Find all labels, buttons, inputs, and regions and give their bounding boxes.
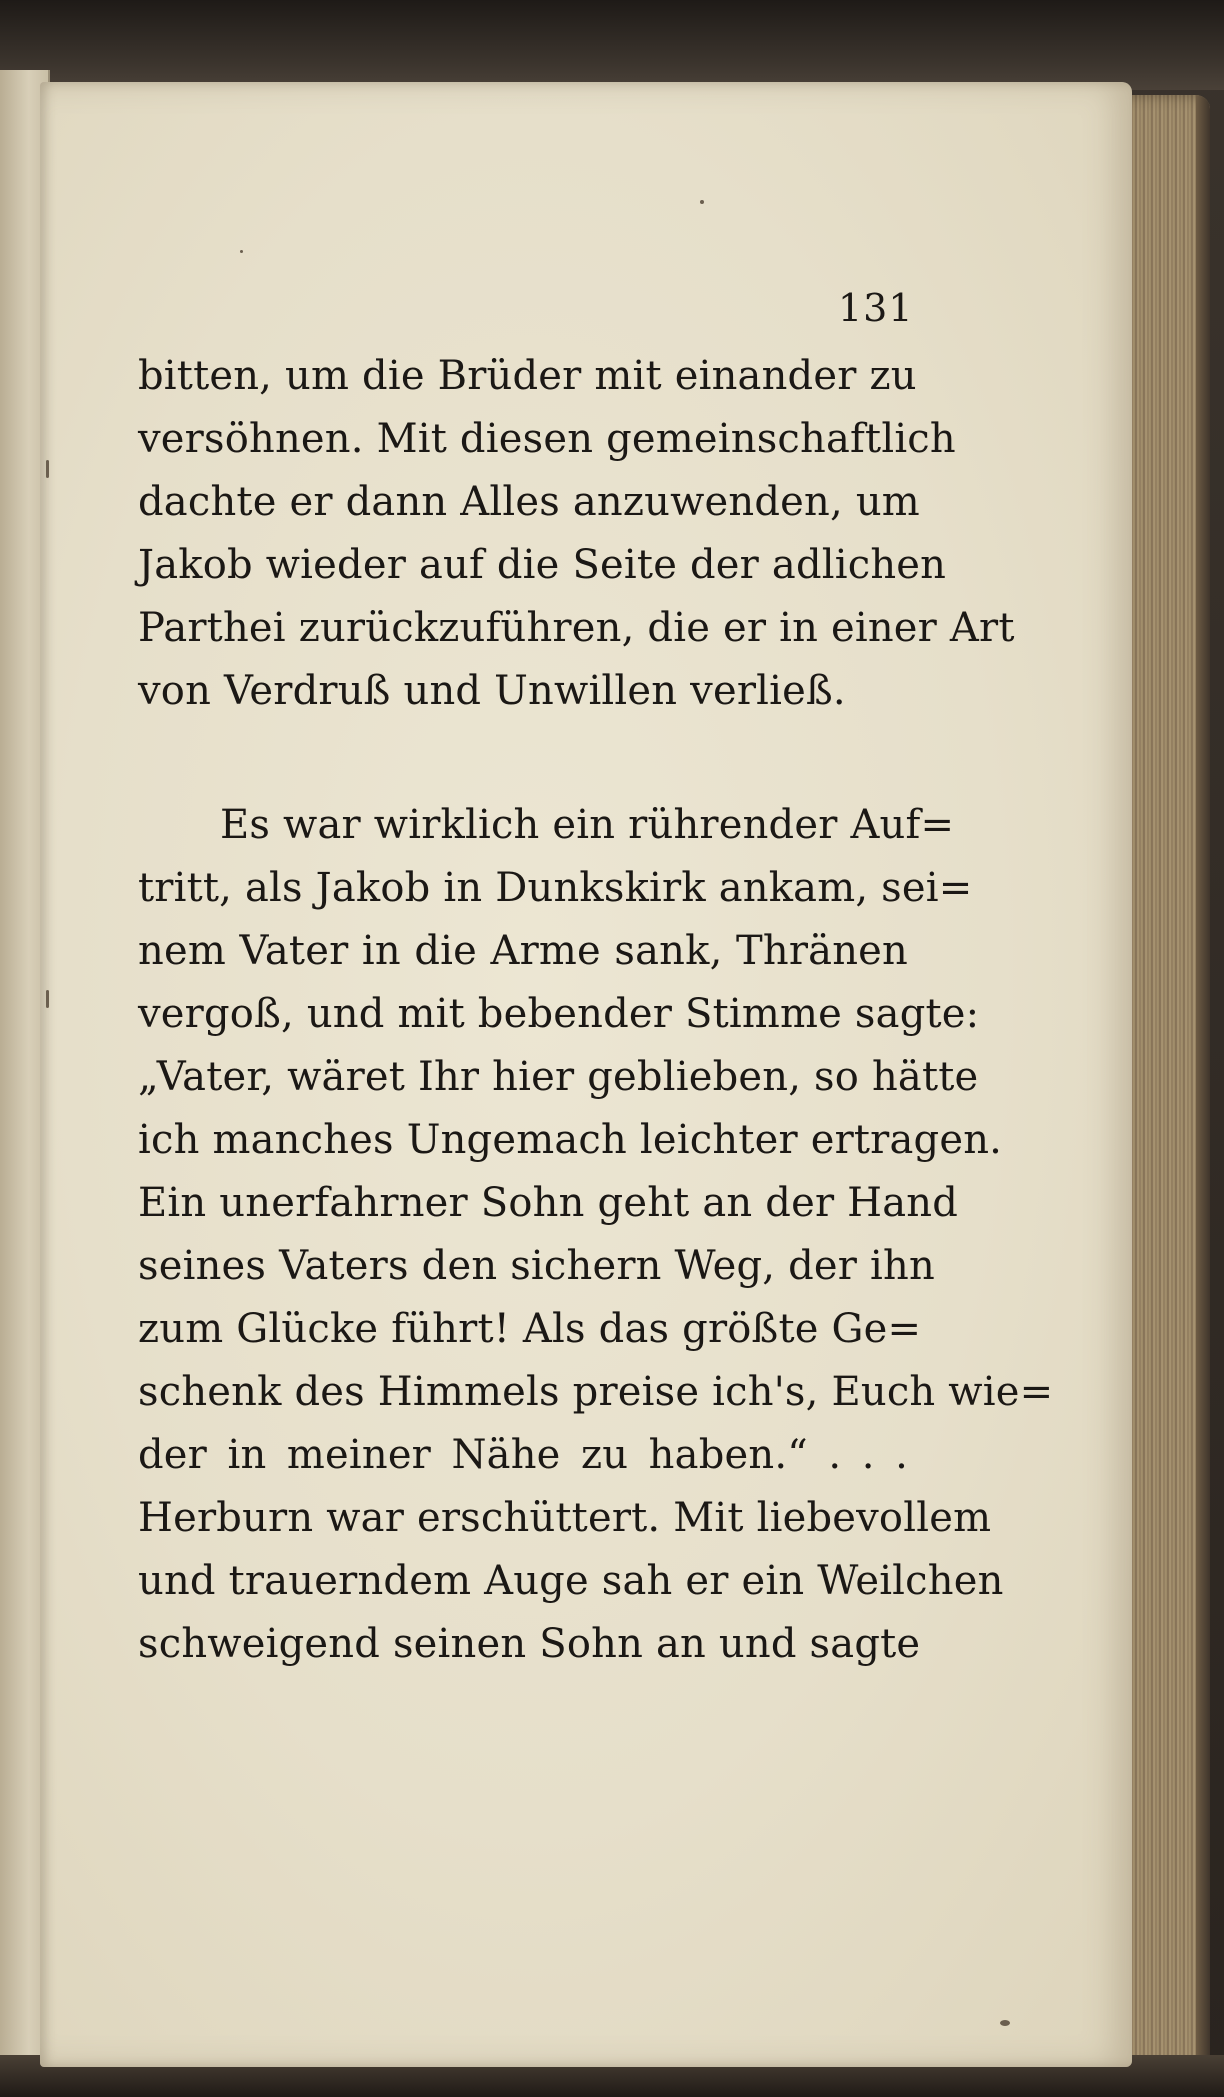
text-line: ich manches Ungemach leichter ertragen. (138, 1117, 1003, 1163)
text-line: von Verdruß und Unwillen verließ. (138, 668, 846, 714)
text-line: der in meiner Nähe zu haben.“ . . . (138, 1432, 908, 1478)
text-line: nem Vater in die Arme sank, Thränen (138, 928, 908, 974)
text-line: Ein unerfahrner Sohn geht an der Hand (138, 1180, 959, 1226)
text-line: vergoß, und mit bebender Stimme sagte: (138, 991, 980, 1037)
paper-speck (1000, 2020, 1010, 2026)
paragraph-2 (138, 794, 1054, 1676)
text-line: schweigend seinen Sohn an und sagte (138, 1621, 921, 1667)
text-line: seines Vaters den sichern Weg, der ihn (138, 1243, 935, 1289)
paper-speck (46, 990, 49, 1008)
text-line: versöhnen. Mit diesen gemeinschaftlich (138, 416, 956, 462)
text-line: Es war wirklich ein rührender Auf= (220, 802, 955, 848)
text-line: Herburn war erschüttert. Mit liebevollem (138, 1495, 992, 1541)
paragraph-1 (138, 345, 1015, 723)
page-number: 131 (838, 286, 914, 330)
book-binding-top (0, 0, 1224, 90)
text-line: bitten, um die Brüder mit einander zu (138, 353, 917, 399)
paper-speck (700, 200, 704, 204)
text-line: zum Glücke führt! Als das größte Ge= (138, 1306, 922, 1352)
paragraph-gap (138, 723, 908, 794)
paper-speck (46, 460, 49, 478)
text-line: dachte er dann Alles anzuwenden, um (138, 479, 920, 525)
text-line: und trauerndem Auge sah er ein Weilchen (138, 1558, 1004, 1604)
text-line: „Vater, wäret Ihr hier geblieben, so hätte (138, 1054, 979, 1100)
text-line: tritt, als Jakob in Dunkskirk ankam, sei= (138, 865, 973, 911)
paper-speck (240, 250, 243, 253)
text-line: Parthei zurückzuführen, die er in einer Art (138, 605, 1015, 651)
text-line: schenk des Himmels preise ich's, Euch wie= (138, 1369, 1054, 1415)
body-text (138, 345, 1054, 1676)
text-line: Jakob wieder auf die Seite der adlichen (138, 542, 947, 588)
